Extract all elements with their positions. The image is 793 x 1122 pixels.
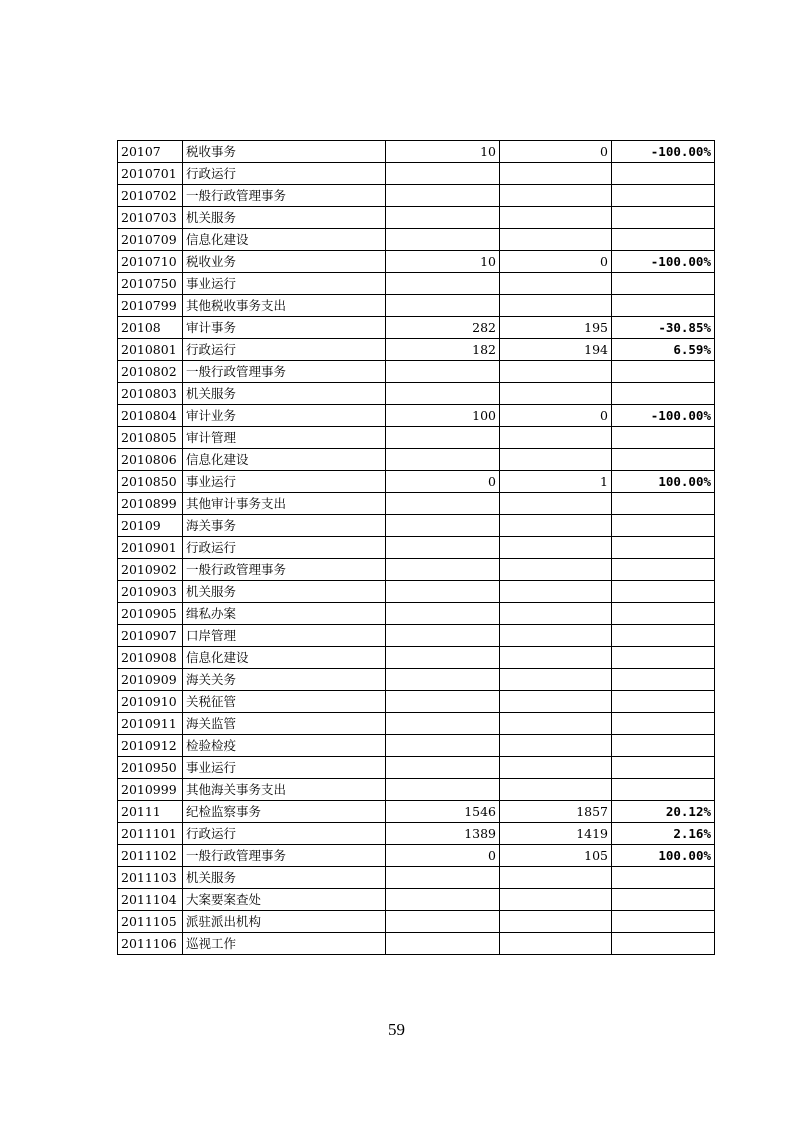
- change-percent-cell: [612, 295, 715, 317]
- name-cell: 事业运行: [183, 273, 386, 295]
- table-row: [118, 757, 715, 779]
- table-row: [118, 801, 715, 823]
- value-2020-cell: [500, 647, 612, 669]
- code-cell: 2011106: [118, 933, 183, 955]
- value-2020-cell: 0: [500, 141, 612, 163]
- name-cell: 其他税收事务支出: [183, 295, 386, 317]
- value-2020-cell: [500, 603, 612, 625]
- value-2019-cell: 100: [386, 405, 500, 427]
- code-cell: 2010905: [118, 603, 183, 625]
- table-row: [118, 317, 715, 339]
- value-2020-cell: [500, 713, 612, 735]
- table-row: [118, 713, 715, 735]
- name-cell: 行政运行: [183, 823, 386, 845]
- name-cell: 机关服务: [183, 383, 386, 405]
- change-percent-cell: 20.12%: [612, 801, 715, 823]
- change-percent-cell: [612, 185, 715, 207]
- code-cell: 2010850: [118, 471, 183, 493]
- name-cell: 海关关务: [183, 669, 386, 691]
- value-2020-cell: 0: [500, 405, 612, 427]
- value-2020-cell: [500, 383, 612, 405]
- value-2019-cell: [386, 911, 500, 933]
- change-percent-cell: -100.00%: [612, 251, 715, 273]
- name-cell: 审计管理: [183, 427, 386, 449]
- change-percent-cell: [612, 691, 715, 713]
- table-row: [118, 845, 715, 867]
- name-cell: 审计事务: [183, 317, 386, 339]
- name-cell: 一般行政管理事务: [183, 185, 386, 207]
- code-cell: 2010805: [118, 427, 183, 449]
- code-cell: 2010911: [118, 713, 183, 735]
- name-cell: 一般行政管理事务: [183, 559, 386, 581]
- value-2020-cell: [500, 911, 612, 933]
- value-2019-cell: 282: [386, 317, 500, 339]
- table-row: [118, 449, 715, 471]
- value-2019-cell: [386, 757, 500, 779]
- change-percent-cell: [612, 735, 715, 757]
- value-2020-cell: 194: [500, 339, 612, 361]
- value-2019-cell: [386, 581, 500, 603]
- value-2020-cell: [500, 185, 612, 207]
- change-percent-cell: 100.00%: [612, 471, 715, 493]
- value-2019-cell: [386, 735, 500, 757]
- change-percent-cell: 100.00%: [612, 845, 715, 867]
- name-cell: 检验检疫: [183, 735, 386, 757]
- code-cell: 2011102: [118, 845, 183, 867]
- name-cell: 行政运行: [183, 537, 386, 559]
- change-percent-cell: [612, 229, 715, 251]
- table-row: [118, 625, 715, 647]
- value-2020-cell: [500, 515, 612, 537]
- code-cell: 2010910: [118, 691, 183, 713]
- value-2020-cell: [500, 493, 612, 515]
- value-2019-cell: [386, 603, 500, 625]
- name-cell: 派驻派出机构: [183, 911, 386, 933]
- code-cell: 2010907: [118, 625, 183, 647]
- code-cell: 20108: [118, 317, 183, 339]
- table-row: [118, 207, 715, 229]
- value-2020-cell: [500, 581, 612, 603]
- change-percent-cell: [612, 383, 715, 405]
- name-cell: 口岸管理: [183, 625, 386, 647]
- table-row: [118, 735, 715, 757]
- name-cell: 纪检监察事务: [183, 801, 386, 823]
- change-percent-cell: [612, 581, 715, 603]
- value-2020-cell: [500, 361, 612, 383]
- code-cell: 2010750: [118, 273, 183, 295]
- change-percent-cell: [612, 207, 715, 229]
- value-2019-cell: 10: [386, 141, 500, 163]
- change-percent-cell: 2.16%: [612, 823, 715, 845]
- change-percent-cell: [612, 559, 715, 581]
- code-cell: 2010999: [118, 779, 183, 801]
- value-2019-cell: [386, 383, 500, 405]
- value-2020-cell: [500, 779, 612, 801]
- change-percent-cell: [612, 757, 715, 779]
- change-percent-cell: [612, 713, 715, 735]
- code-cell: 2010702: [118, 185, 183, 207]
- value-2020-cell: [500, 537, 612, 559]
- value-2019-cell: [386, 647, 500, 669]
- value-2020-cell: [500, 669, 612, 691]
- change-percent-cell: [612, 647, 715, 669]
- name-cell: 海关事务: [183, 515, 386, 537]
- change-percent-cell: [612, 911, 715, 933]
- table-row: [118, 427, 715, 449]
- name-cell: 税收事务: [183, 141, 386, 163]
- table-row: [118, 229, 715, 251]
- value-2020-cell: [500, 273, 612, 295]
- value-2020-cell: [500, 427, 612, 449]
- value-2019-cell: [386, 273, 500, 295]
- name-cell: 事业运行: [183, 757, 386, 779]
- value-2020-cell: [500, 933, 612, 955]
- code-cell: 2010901: [118, 537, 183, 559]
- value-2019-cell: [386, 889, 500, 911]
- change-percent-cell: [612, 449, 715, 471]
- change-percent-cell: [612, 933, 715, 955]
- table-row: [118, 779, 715, 801]
- name-cell: 缉私办案: [183, 603, 386, 625]
- change-percent-cell: [612, 493, 715, 515]
- code-cell: 2010909: [118, 669, 183, 691]
- table-row: [118, 251, 715, 273]
- name-cell: 大案要案查处: [183, 889, 386, 911]
- code-cell: 2010806: [118, 449, 183, 471]
- code-cell: 2010709: [118, 229, 183, 251]
- name-cell: 其他审计事务支出: [183, 493, 386, 515]
- code-cell: 2010803: [118, 383, 183, 405]
- table-row: [118, 559, 715, 581]
- code-cell: 2010801: [118, 339, 183, 361]
- change-percent-cell: [612, 603, 715, 625]
- value-2019-cell: [386, 427, 500, 449]
- code-cell: 2010710: [118, 251, 183, 273]
- change-percent-cell: [612, 427, 715, 449]
- value-2019-cell: [386, 185, 500, 207]
- value-2019-cell: [386, 207, 500, 229]
- change-percent-cell: -100.00%: [612, 405, 715, 427]
- value-2020-cell: [500, 889, 612, 911]
- name-cell: 机关服务: [183, 867, 386, 889]
- table-row: [118, 163, 715, 185]
- value-2019-cell: [386, 163, 500, 185]
- page-number: 59: [388, 1020, 405, 1039]
- name-cell: 审计业务: [183, 405, 386, 427]
- budget-table: [117, 140, 715, 955]
- table-body: [118, 141, 715, 955]
- table-row: [118, 405, 715, 427]
- name-cell: 信息化建设: [183, 229, 386, 251]
- table-row: [118, 911, 715, 933]
- value-2020-cell: [500, 735, 612, 757]
- value-2020-cell: [500, 207, 612, 229]
- code-cell: 2010804: [118, 405, 183, 427]
- value-2020-cell: 1419: [500, 823, 612, 845]
- change-percent-cell: [612, 273, 715, 295]
- table-row: [118, 647, 715, 669]
- value-2019-cell: [386, 229, 500, 251]
- value-2020-cell: [500, 757, 612, 779]
- name-cell: 一般行政管理事务: [183, 361, 386, 383]
- table-row: [118, 185, 715, 207]
- value-2019-cell: [386, 559, 500, 581]
- code-cell: 2011101: [118, 823, 183, 845]
- name-cell: 税收业务: [183, 251, 386, 273]
- table-row: [118, 867, 715, 889]
- value-2020-cell: [500, 691, 612, 713]
- table-row: [118, 669, 715, 691]
- name-cell: 巡视工作: [183, 933, 386, 955]
- name-cell: 海关监管: [183, 713, 386, 735]
- code-cell: 2010899: [118, 493, 183, 515]
- code-cell: 2010802: [118, 361, 183, 383]
- table-row: [118, 823, 715, 845]
- code-cell: 2010903: [118, 581, 183, 603]
- change-percent-cell: [612, 361, 715, 383]
- code-cell: 2010912: [118, 735, 183, 757]
- change-percent-cell: [612, 779, 715, 801]
- change-percent-cell: 6.59%: [612, 339, 715, 361]
- table-row: [118, 471, 715, 493]
- change-percent-cell: -100.00%: [612, 141, 715, 163]
- name-cell: 机关服务: [183, 207, 386, 229]
- change-percent-cell: [612, 867, 715, 889]
- name-cell: 机关服务: [183, 581, 386, 603]
- value-2020-cell: [500, 163, 612, 185]
- table-row: [118, 295, 715, 317]
- table-row: [118, 581, 715, 603]
- code-cell: 2011105: [118, 911, 183, 933]
- value-2019-cell: 1389: [386, 823, 500, 845]
- code-cell: 2010950: [118, 757, 183, 779]
- change-percent-cell: [612, 669, 715, 691]
- value-2019-cell: [386, 779, 500, 801]
- value-2020-cell: 105: [500, 845, 612, 867]
- code-cell: 2010902: [118, 559, 183, 581]
- value-2020-cell: [500, 559, 612, 581]
- table-row: [118, 383, 715, 405]
- change-percent-cell: [612, 625, 715, 647]
- name-cell: 关税征管: [183, 691, 386, 713]
- value-2020-cell: 0: [500, 251, 612, 273]
- change-percent-cell: [612, 537, 715, 559]
- value-2019-cell: [386, 691, 500, 713]
- code-cell: 2010703: [118, 207, 183, 229]
- change-percent-cell: [612, 889, 715, 911]
- value-2019-cell: 182: [386, 339, 500, 361]
- table-row: [118, 339, 715, 361]
- name-cell: 信息化建设: [183, 647, 386, 669]
- code-cell: 2011103: [118, 867, 183, 889]
- value-2020-cell: [500, 229, 612, 251]
- name-cell: 信息化建设: [183, 449, 386, 471]
- value-2019-cell: [386, 449, 500, 471]
- table-row: [118, 691, 715, 713]
- value-2019-cell: [386, 493, 500, 515]
- value-2019-cell: [386, 933, 500, 955]
- value-2020-cell: 1857: [500, 801, 612, 823]
- value-2020-cell: [500, 449, 612, 471]
- name-cell: 其他海关事务支出: [183, 779, 386, 801]
- code-cell: 20107: [118, 141, 183, 163]
- value-2020-cell: [500, 625, 612, 647]
- name-cell: 行政运行: [183, 339, 386, 361]
- value-2019-cell: [386, 867, 500, 889]
- value-2019-cell: [386, 713, 500, 735]
- change-percent-cell: -30.85%: [612, 317, 715, 339]
- table-row: [118, 361, 715, 383]
- value-2020-cell: 195: [500, 317, 612, 339]
- table-row: [118, 537, 715, 559]
- code-cell: 2010799: [118, 295, 183, 317]
- value-2019-cell: 0: [386, 471, 500, 493]
- value-2019-cell: 0: [386, 845, 500, 867]
- value-2020-cell: 1: [500, 471, 612, 493]
- value-2019-cell: [386, 515, 500, 537]
- code-cell: 2010908: [118, 647, 183, 669]
- table-row: [118, 889, 715, 911]
- table-row: [118, 603, 715, 625]
- table-row: [118, 273, 715, 295]
- code-cell: 20111: [118, 801, 183, 823]
- value-2020-cell: [500, 295, 612, 317]
- value-2019-cell: [386, 295, 500, 317]
- table-row: [118, 493, 715, 515]
- change-percent-cell: [612, 163, 715, 185]
- value-2019-cell: [386, 669, 500, 691]
- name-cell: 行政运行: [183, 163, 386, 185]
- value-2019-cell: 1546: [386, 801, 500, 823]
- code-cell: 2011104: [118, 889, 183, 911]
- value-2019-cell: [386, 537, 500, 559]
- table-row: [118, 933, 715, 955]
- code-cell: 2010701: [118, 163, 183, 185]
- name-cell: 一般行政管理事务: [183, 845, 386, 867]
- value-2020-cell: [500, 867, 612, 889]
- value-2019-cell: [386, 625, 500, 647]
- name-cell: 事业运行: [183, 471, 386, 493]
- change-percent-cell: [612, 515, 715, 537]
- table-row: [118, 141, 715, 163]
- table-row: [118, 515, 715, 537]
- code-cell: 20109: [118, 515, 183, 537]
- value-2019-cell: 10: [386, 251, 500, 273]
- value-2019-cell: [386, 361, 500, 383]
